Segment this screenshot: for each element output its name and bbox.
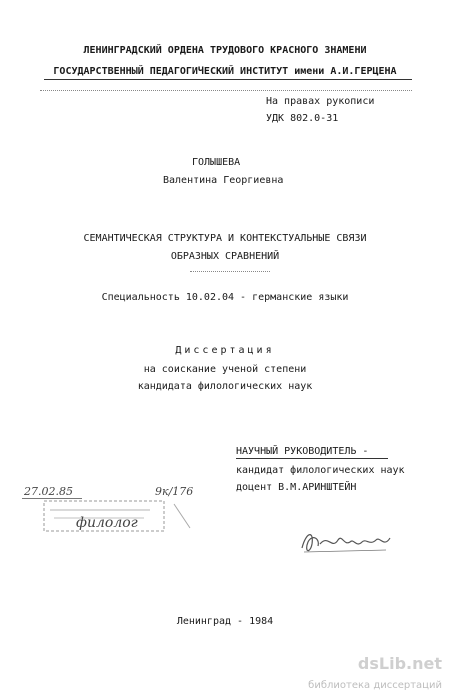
supervisor-underline xyxy=(236,458,388,459)
header-dotted-separator xyxy=(40,90,412,91)
thesis-title-line-2: ОБРАЗНЫХ СРАВНЕНИЙ xyxy=(170,251,280,262)
institution-line-2: ГОСУДАРСТВЕННЫЙ ПЕДАГОГИЧЕСКИЙ ИНСТИТУТ имени А.И.ГЕРЦЕНА xyxy=(53,66,397,77)
supervisor-label: НАУЧНЫЙ РУКОВОДИТЕЛЬ - xyxy=(236,446,369,457)
author-name: Валентина Георгиевна xyxy=(163,175,284,186)
place-and-year: Ленинград - 1984 xyxy=(176,616,274,627)
header-underline xyxy=(44,79,412,80)
supervisor-name: доцент В.М.АРИНШТЕЙН xyxy=(236,482,357,493)
supervisor-degree: кандидат филологических наук xyxy=(236,465,405,476)
stamp-number: 9к/176 xyxy=(155,485,194,498)
degree-line-2: кандидата филологических наук xyxy=(137,381,313,392)
title-dotted-mark xyxy=(190,271,270,272)
udk-code: УДК 802.0-31 xyxy=(266,113,339,124)
author-surname: ГОЛЫШЕВА xyxy=(192,157,241,168)
stamp-date: 27.02.85 xyxy=(24,485,73,498)
dslib-logo: dsLib.net xyxy=(357,654,442,673)
supervisor-signature xyxy=(298,526,394,558)
dissertation-heading: Диссертация xyxy=(175,345,275,356)
specialty-line: Специальность 10.02.04 - германские языки xyxy=(101,292,349,303)
manuscript-rights: На правах рукописи xyxy=(266,96,375,107)
institution-line-1: ЛЕНИНГРАДСКИЙ ОРДЕНА ТРУДОВОГО КРАСНОГО ЗНАМЕНИ xyxy=(83,45,367,56)
thesis-title-line-1: СЕМАНТИЧЕСКАЯ СТРУКТУРА И КОНТЕКСТУАЛЬНЫЕ СВЯЗИ xyxy=(83,233,367,244)
stamp-word: филолог xyxy=(76,515,138,531)
degree-line-1: на соискание ученой степени xyxy=(143,364,307,375)
dslib-caption: библиотека диссертаций xyxy=(308,680,442,691)
